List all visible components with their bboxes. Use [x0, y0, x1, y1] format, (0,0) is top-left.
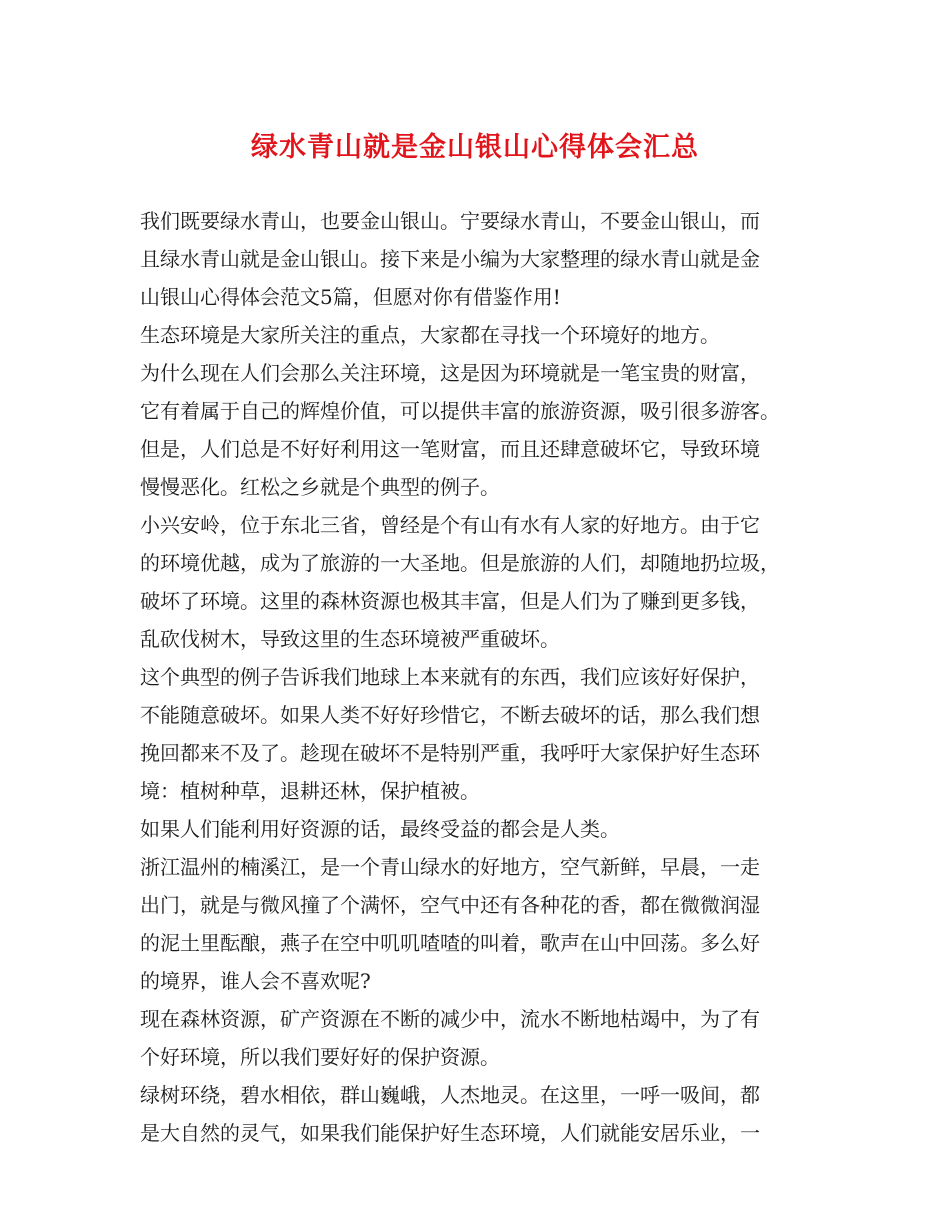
- text-line: 破坏了环境。这里的森林资源也极其丰富，但是人们为了赚到更多钱，: [140, 589, 760, 613]
- document-title: 绿水青山就是金山银山心得体会汇总: [251, 132, 699, 163]
- text-line: 山银山心得体会范文5篇，但愿对你有借鉴作用!: [140, 285, 561, 309]
- text-line: 为什么现在人们会那么关注环境，这是因为环境就是一笔宝贵的财富，: [140, 361, 760, 385]
- text-line: 慢慢恶化。红松之乡就是个典型的例子。: [140, 475, 500, 499]
- text-line: 的环境优越，成为了旅游的一大圣地。但是旅游的人们，却随地扔垃圾，: [140, 551, 780, 575]
- text-line: 境：植树种草，退耕还林，保护植被。: [140, 779, 480, 803]
- text-line: 这个典型的例子告诉我们地球上本来就有的东西，我们应该好好保护，: [140, 665, 760, 689]
- text-line: 如果人们能利用好资源的话，最终受益的都会是人类。: [140, 817, 620, 841]
- text-line: 生态环境是大家所关注的重点，大家都在寻找一个环境好的地方。: [140, 323, 720, 347]
- text-line: 个好环境，所以我们要好好的保护资源。: [140, 1045, 500, 1069]
- text-line: 的境界，谁人会不喜欢呢?: [140, 969, 371, 993]
- text-line: 不能随意破坏。如果人类不好好珍惜它，不断去破坏的话，那么我们想: [140, 703, 760, 727]
- text-line: 的泥土里酝酿，燕子在空中叽叽喳喳的叫着，歌声在山中回荡。多么好: [140, 931, 760, 955]
- document-body: [140, 202, 840, 1152]
- text-line: 且绿水青山就是金山银山。接下来是小编为大家整理的绿水青山就是金: [140, 247, 760, 271]
- text-line: 我们既要绿水青山，也要金山银山。宁要绿水青山，不要金山银山，而: [140, 209, 760, 233]
- text-line: 绿树环绕，碧水相依，群山巍峨，人杰地灵。在这里，一呼一吸间，都: [140, 1083, 760, 1107]
- text-line: 但是，人们总是不好好利用这一笔财富，而且还肆意破坏它，导致环境: [140, 437, 760, 461]
- text-line: 挽回都来不及了。趁现在破坏不是特别严重，我呼吁大家保护好生态环: [140, 741, 760, 765]
- text-line: 是大自然的灵气，如果我们能保护好生态环境，人们就能安居乐业，一: [140, 1121, 760, 1145]
- text-line: 现在森林资源，矿产资源在不断的减少中，流水不断地枯竭中，为了有: [140, 1007, 760, 1031]
- text-line: 出门，就是与微风撞了个满怀，空气中还有各种花的香，都在微微润湿: [140, 893, 760, 917]
- text-line: 它有着属于自己的辉煌价值，可以提供丰富的旅游资源，吸引很多游客。: [140, 399, 780, 423]
- text-line: 浙江温州的楠溪江，是一个青山绿水的好地方，空气新鲜，早晨，一走: [140, 855, 760, 879]
- text-line: 小兴安岭，位于东北三省，曾经是个有山有水有人家的好地方。由于它: [140, 513, 760, 537]
- text-line: 乱砍伐树木，导致这里的生态环境被严重破坏。: [140, 627, 560, 651]
